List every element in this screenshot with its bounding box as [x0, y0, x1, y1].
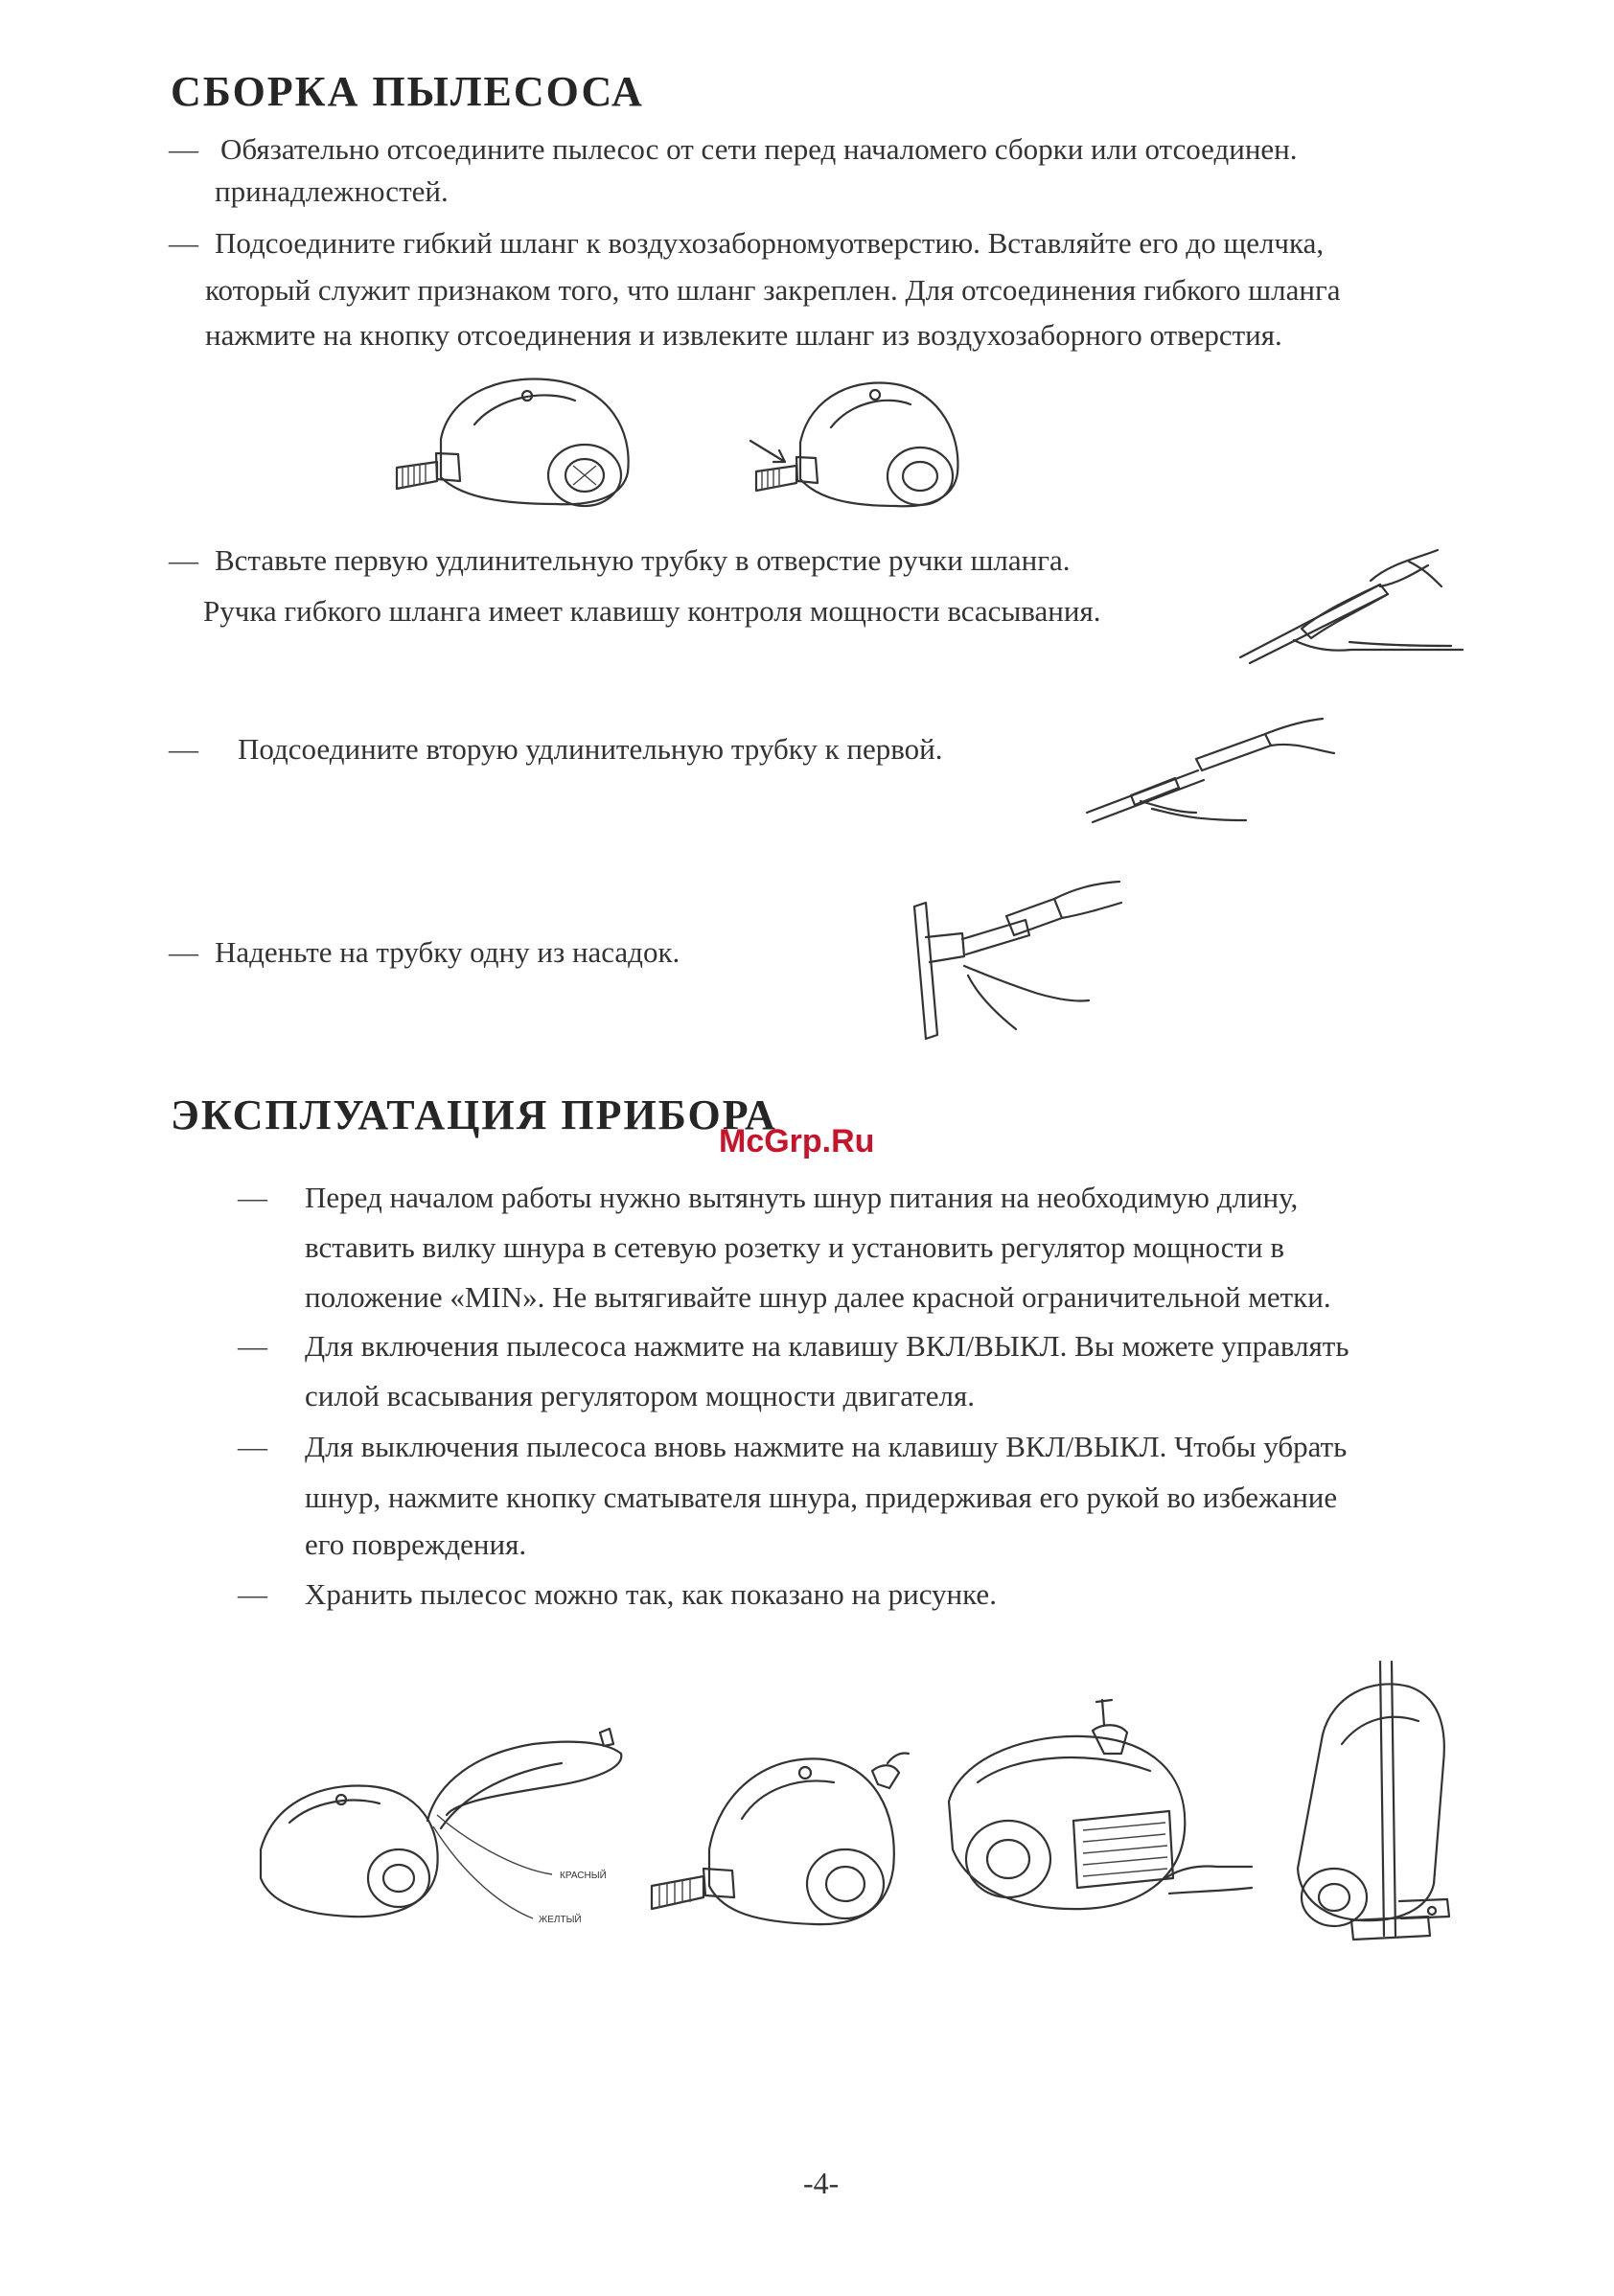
vacuum-hose-attached-illustration: [383, 362, 661, 516]
second-tube-illustration: [1083, 717, 1342, 832]
cord-rewind-illustration: [939, 1696, 1256, 1945]
power-button-illustration: [642, 1725, 920, 1945]
instruction-line: Подсоедините вторую удлинительную трубку к первой.: [238, 732, 943, 766]
section-title-assembly: СБОРКА ПЫЛЕСОСА: [171, 68, 644, 115]
cord-length-illustration: [245, 1715, 648, 1945]
bullet-dash: —: [238, 1430, 267, 1463]
bullet-dash: —: [169, 132, 198, 166]
instruction-line: положение «MIN». Не вытягивайте шнур далее красной ограничительной метки.: [305, 1280, 1331, 1314]
instruction-line: Хранить пылесос можно так, как показано на рисунке.: [305, 1577, 997, 1611]
instruction-line: Для выключения пылесоса вновь нажмите на клавишу ВКЛ/ВЫКЛ. Чтобы убрать: [305, 1430, 1348, 1463]
tube-into-handle-illustration: [1236, 544, 1466, 669]
nozzle-attach-illustration: [901, 880, 1131, 1043]
instruction-line: его повреждения.: [305, 1527, 527, 1561]
instruction-line: который служит признаком того, что шланг закреплен. Для отсоединения гибкого шланга: [205, 273, 1341, 307]
instruction-line: Обязательно отсоедините пылесос от сети перед началомего сборки или отсоединен.: [220, 132, 1298, 166]
instruction-line: принадлежностей.: [215, 174, 449, 208]
bullet-dash: —: [169, 935, 198, 969]
bullet-dash: —: [238, 1181, 267, 1214]
instruction-line: Подсоедините гибкий шланг к воздухозаборномуотверстию. Вставляйте его до щелчка,: [215, 226, 1325, 260]
instruction-line: силой всасывания регулятором мощности двигателя.: [305, 1379, 975, 1412]
instruction-line: Перед началом работы нужно вытянуть шнур питания на необходимую длину,: [305, 1181, 1299, 1214]
instruction-line: вставить вилку шнура в сетевую розетку и установить регулятор мощности в: [305, 1230, 1285, 1264]
instruction-line: Для включения пылесоса нажмите на клавишу ВКЛ/ВЫКЛ. Вы можете управлять: [305, 1329, 1349, 1363]
bullet-dash: —: [169, 543, 198, 577]
upright-storage-illustration: [1284, 1658, 1466, 1945]
bullet-dash: —: [169, 732, 198, 766]
bullet-dash: —: [169, 226, 198, 260]
red-mark-label: КРАСНЫЙ: [560, 1871, 607, 1881]
watermark: McGrp.Ru: [719, 1123, 875, 1159]
vacuum-hose-release-illustration: [743, 366, 973, 519]
section-title-operation: ЭКСПЛУАТАЦИЯ ПРИБОРА: [171, 1091, 777, 1138]
bullet-dash: —: [238, 1329, 267, 1363]
instruction-line: нажмите на кнопку отсоединения и извлеките шланг из воздухозаборного отверстия.: [205, 318, 1282, 352]
bullet-dash: —: [238, 1577, 267, 1611]
instruction-line: Ручка гибкого шланга имеет клавишу контроля мощности всасывания.: [203, 594, 1101, 628]
instruction-line: шнур, нажмите кнопку сматывателя шнура, придерживая его рукой во избежание: [305, 1481, 1338, 1514]
page-number: -4-: [803, 2166, 840, 2200]
yellow-mark-label: ЖЕЛТЫЙ: [539, 1915, 582, 1925]
instruction-line: Наденьте на трубку одну из насадок.: [215, 935, 680, 969]
instruction-line: Вставьте первую удлинительную трубку в отверстие ручки шланга.: [215, 543, 1071, 577]
